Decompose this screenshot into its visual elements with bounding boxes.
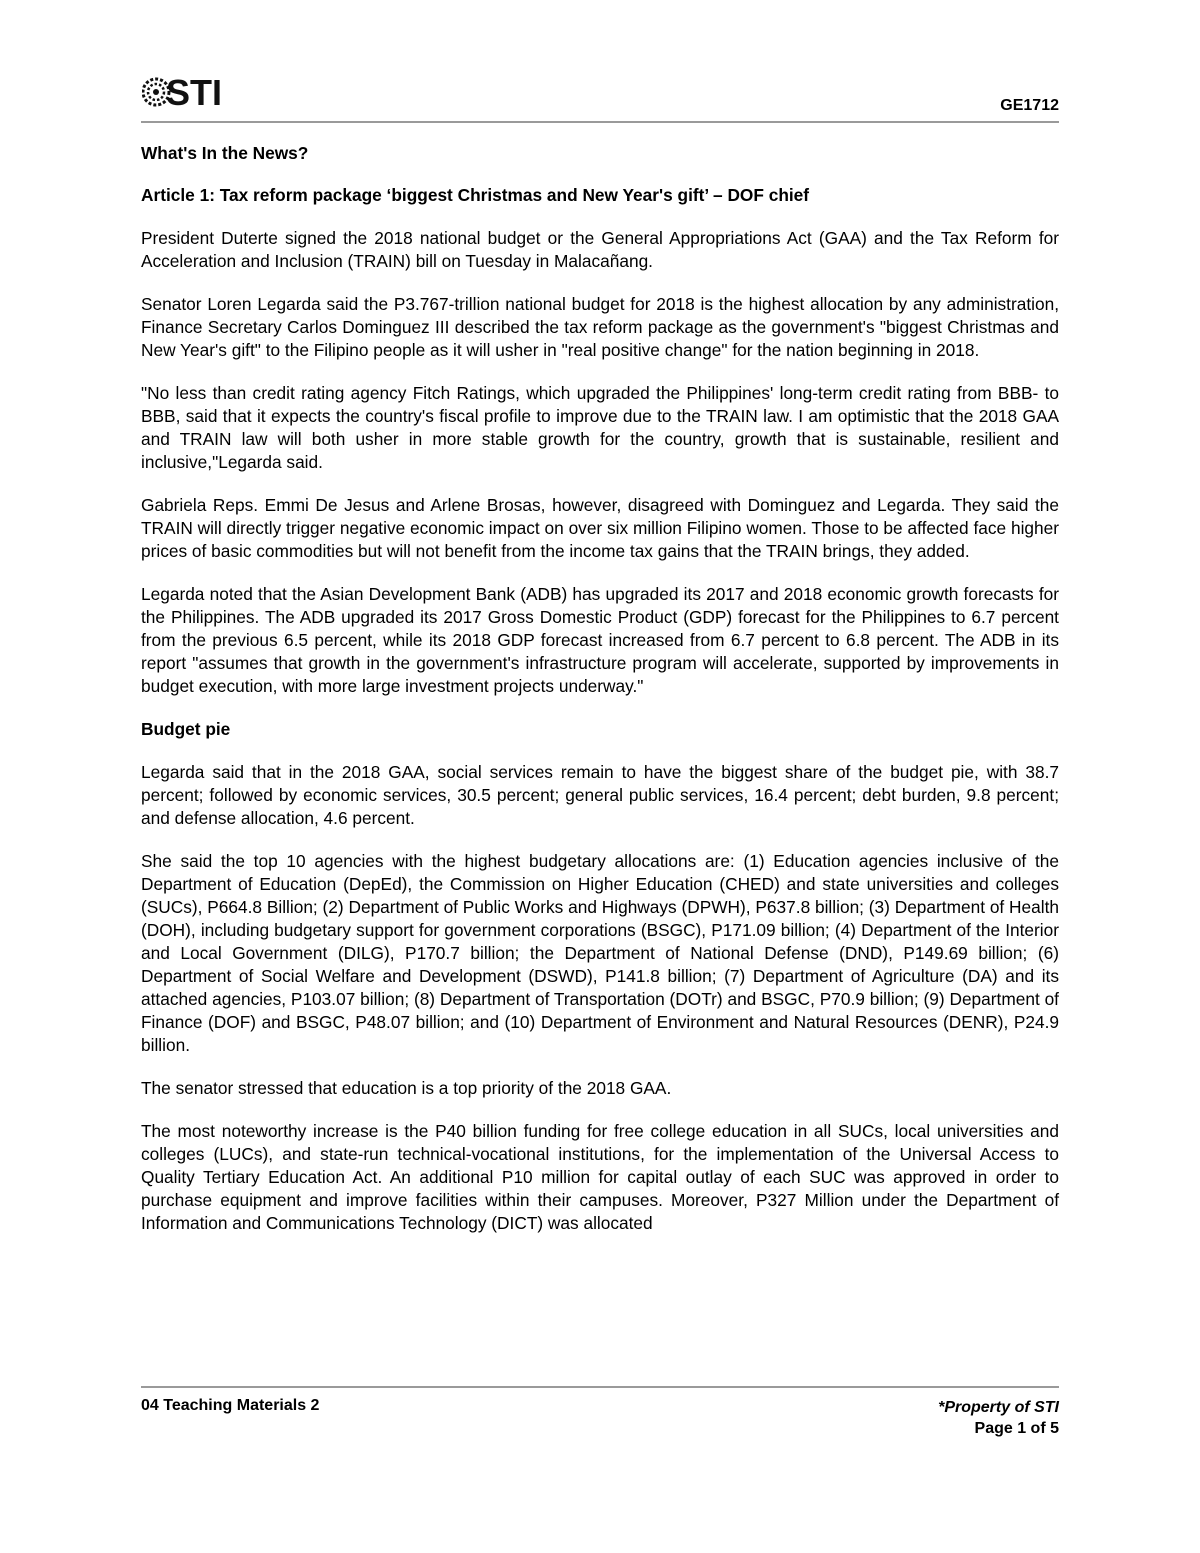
paragraph: "No less than credit rating agency Fitch Ratings, which upgraded the Philippines' long-term credit rating from BBB- to BBB, said that it expects the country's fiscal profile to improve due to the TRAIN law. I am optimistic that the 2018 GAA and TRAIN law will both usher in more stable growth for the country, growth that is sustainable, resilient and inclusive,"Legarda said.: [141, 383, 1059, 472]
sti-logo: [142, 72, 232, 112]
footer-divider: [141, 1386, 1059, 1388]
paragraph: Legarda said that in the 2018 GAA, social services remain to have the biggest share of the budget pie, with 38.7 percent; followed by economic services, 30.5 percent; general public services, 16.4 percent; debt burden, 9.8 percent; and defense allocation, 4.6 percent.: [141, 762, 1059, 828]
paragraph: The senator stressed that education is a top priority of the 2018 GAA.: [141, 1078, 672, 1098]
footer-right: [938, 1397, 1059, 1439]
document-code: GE1712: [1000, 97, 1059, 114]
subheading: Budget pie: [141, 719, 231, 739]
paragraph: Senator Loren Legarda said the P3.767-trillion national budget for 2018 is the highest allocation by any administration, Finance Secretary Carlos Dominguez III described the tax reform package as the government's "biggest Christmas and New Year's gift" to the Filipino people as it will usher in "real positive change" for the nation beginning in 2018.: [141, 294, 1059, 360]
footer-property: *Property of STI: [938, 1399, 1059, 1416]
paragraph: President Duterte signed the 2018 national budget or the General Appropriations Act (GAA) and the Tax Reform for Acceleration and Inclusion (TRAIN) bill on Tuesday in Malacañang.: [141, 228, 1059, 271]
paragraph: Legarda noted that the Asian Development Bank (ADB) has upgraded its 2017 and 2018 economic growth forecasts for the Philippines. The ADB upgraded its 2017 Gross Domestic Product (GDP) forecast for the Philippines to 6.7 percent from the previous 6.5 percent, while its 2018 GDP forecast increased from 6.7 percent to 6.8 percent. The ADB in its report "assumes that growth in the government's infrastructure program will accelerate, supported by improvements in budget execution, with more large investment projects underway.": [141, 584, 1059, 696]
footer-course: 04 Teaching Materials 2: [141, 1397, 320, 1414]
header-divider: [141, 121, 1059, 123]
paragraph: The most noteworthy increase is the P40 billion funding for free college education in all SUCs, local universities and colleges (LUCs), and state-run technical-vocational institutions, for the implementation of the Universal Access to Quality Tertiary Education Act. An additional P10 million for capital outlay of each SUC was approved in order to purchase equipment and improve facilities within their campuses. Moreover, P327 Million under the Department of Information and Communications Technology (DICT) was allocated: [141, 1121, 1059, 1233]
article-body: [141, 142, 1059, 1235]
section-title: What's In the News?: [141, 143, 309, 163]
article-title: Article 1: Tax reform package ‘biggest Christmas and New Year's gift’ – DOF chief: [141, 185, 810, 205]
paragraph: Gabriela Reps. Emmi De Jesus and Arlene Brosas, however, disagreed with Dominguez and Legarda. They said the TRAIN will directly trigger negative economic impact on over six million Filipino women. Those to be affected face higher prices of basic commodities but will not benefit from the income tax gains that the TRAIN brings, they added.: [141, 495, 1059, 561]
page-number: Page 1 of 5: [974, 1420, 1059, 1437]
svg-text:STI: STI: [166, 72, 223, 112]
paragraph: She said the top 10 agencies with the highest budgetary allocations are: (1) Education agencies inclusive of the Department of Education (DepEd), the Commission on Higher Education (CHED) and state universities and colleges (SUCs), P664.8 Billion; (2) Department of Public Works and Highways (DPWH), P637.8 billion; (3) Department of Health (DOH), including budgetary support for government corporations (BSGC), P171.09 billion; (4) Department of the Interior and Local Government (DILG), P170.7 billion; the Department of National Defense (DND), P149.69 billion; (6) Department of Social Welfare and Development (DSWD), P141.8 billion; (7) Department of Agriculture (DA) and its attached agencies, P103.07 billion; (8) Department of Transportation (DOTr) and BSGC, P70.9 billion; (9) Department of Finance (DOF) and BSGC, P48.07 billion; and (10) Department of Environment and Natural Resources (DENR), P24.9 billion.: [141, 851, 1059, 1055]
